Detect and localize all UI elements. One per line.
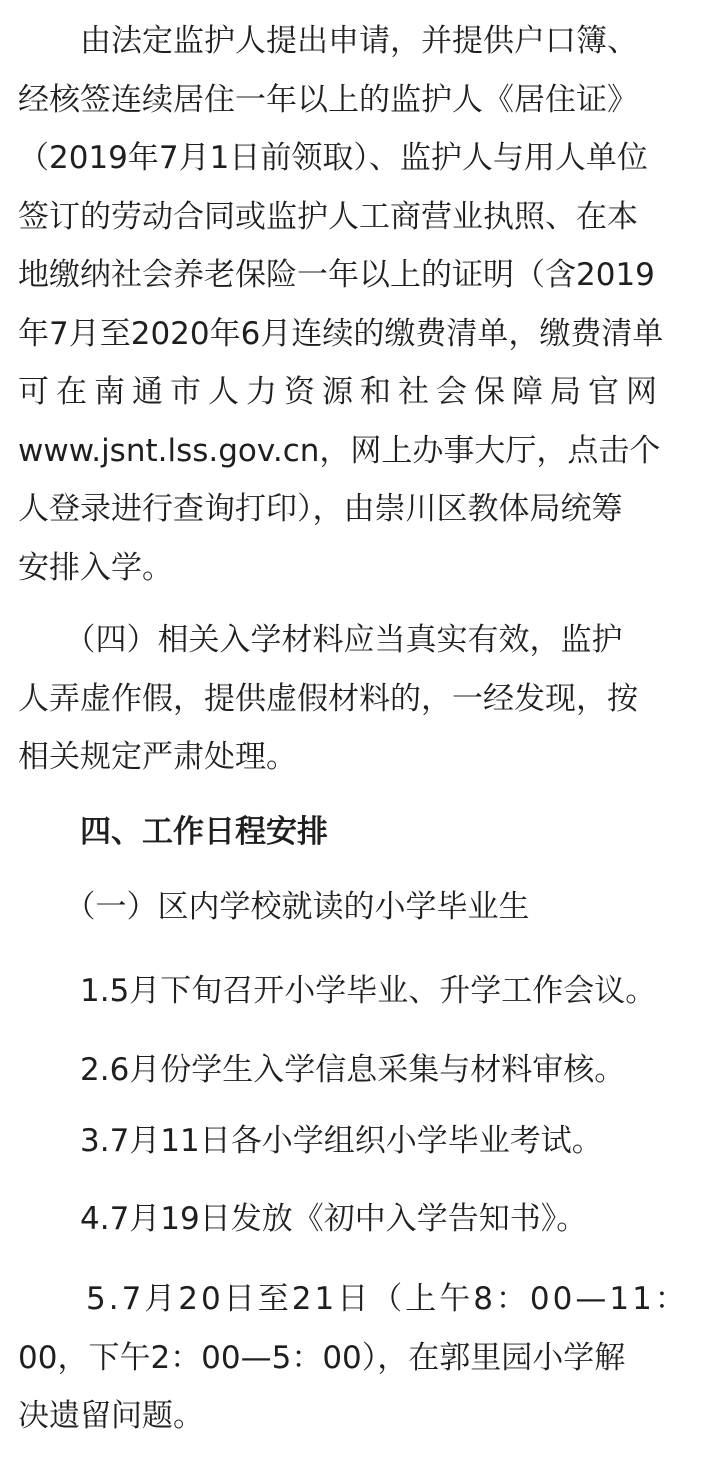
sub-heading-text: （一）区内学校就读的小学毕业生 — [18, 889, 530, 925]
schedule-item-4 — [18, 1190, 708, 1249]
text-line: 2.6月份学生入学信息采集与材料审核。 — [18, 1052, 626, 1088]
text-line: 年7月至2020年6月连续的缴费清单，缴费清单 — [18, 315, 664, 352]
schedule-item-1 — [18, 962, 708, 1021]
text-line: 1.5月下旬召开小学毕业、升学工作会议。 — [18, 973, 657, 1009]
schedule-item-5 — [18, 1270, 708, 1446]
paragraph-guardian-application — [18, 12, 708, 597]
text-line: 相关规定严肃处理。 — [18, 739, 297, 775]
text-line: www.jsnt.lss.gov.cn，网上办事大厅，点击个 — [18, 432, 661, 469]
text-line: （2019年7月1日前领取）、监护人与用人单位 — [18, 140, 648, 176]
text-line: 安排入学。 — [18, 549, 173, 586]
text-line: 人登录进行查询打印），由崇川区教体局统筹 — [18, 491, 623, 527]
sub-heading — [18, 878, 708, 937]
text-line: 可在南通市人力资源和社会保障局官网 — [18, 374, 664, 410]
text-line: 人弄虚作假，提供虚假材料的，一经发现，按 — [18, 680, 638, 717]
section-heading — [18, 803, 708, 862]
text-line: （四）相关入学材料应当真实有效，监护 — [18, 622, 623, 658]
text-line: 4.7月19日发放《初中入学告知书》。 — [18, 1201, 588, 1237]
section-heading-text: 四、工作日程安排 — [18, 814, 328, 850]
text-line: 签订的劳动合同或监护人工商营业执照、在本 — [18, 198, 638, 235]
text-line: 3.7月11日各小学组织小学毕业考试。 — [18, 1123, 603, 1159]
text-line: 决遗留问题。 — [18, 1398, 204, 1434]
text-line: 经核签连续居住一年以上的监护人《居住证》 — [18, 81, 638, 118]
text-line: 由法定监护人提出申请，并提供户口簿、 — [18, 23, 638, 59]
text-line: 5.7月20日至21日（上午8：00—11： — [18, 1281, 689, 1317]
paragraph-authenticity-note — [18, 611, 708, 787]
schedule-item-3 — [18, 1112, 708, 1171]
schedule-item-2 — [18, 1041, 708, 1100]
text-line: 00，下午2：00—5：00），在郭里园小学解 — [18, 1339, 626, 1376]
text-line: 地缴纳社会养老保险一年以上的证明（含2019 — [18, 257, 655, 293]
